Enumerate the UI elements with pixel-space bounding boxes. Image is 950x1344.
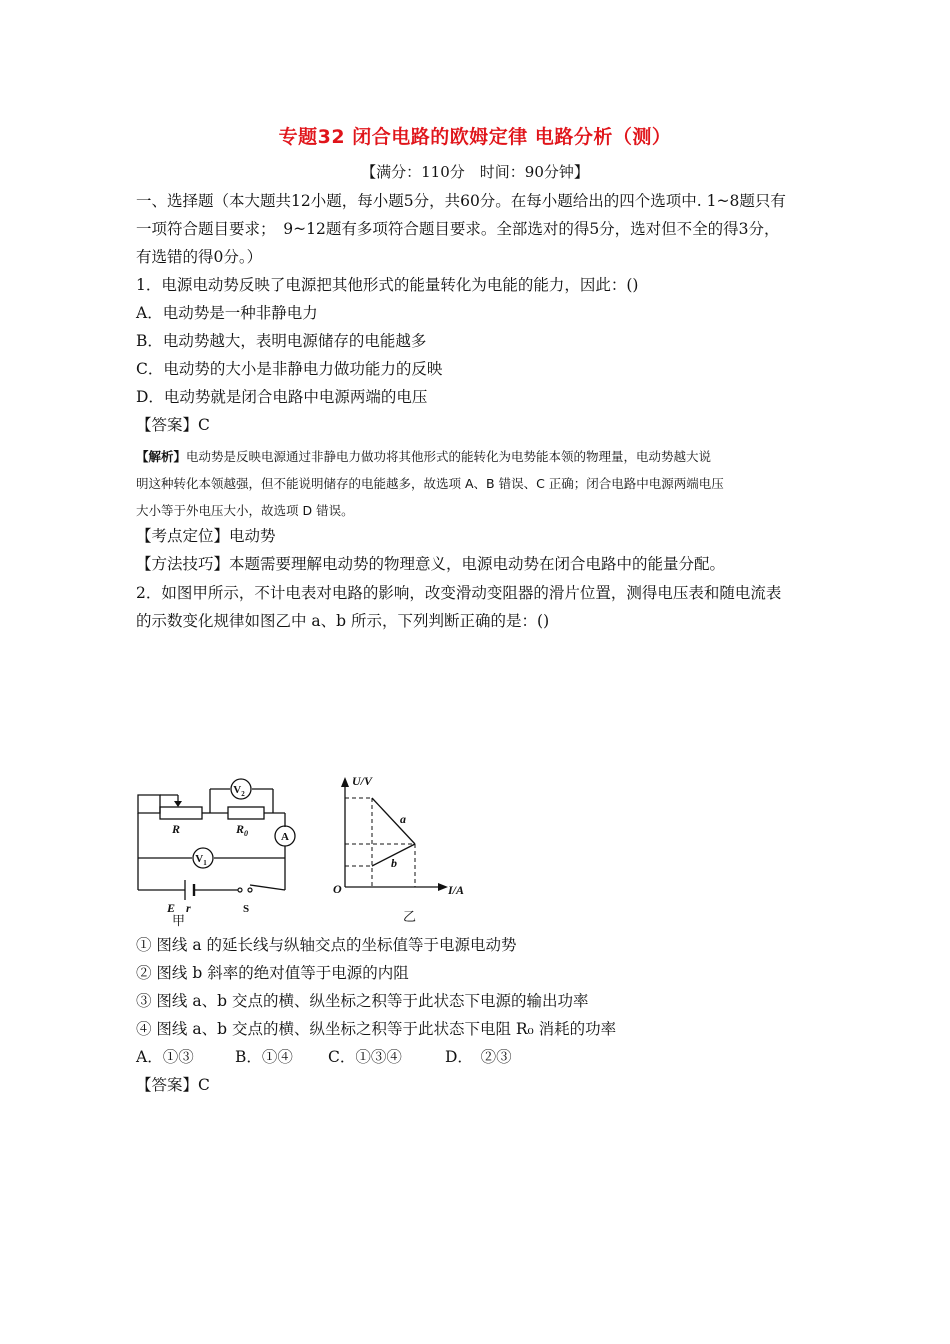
label-E: E	[167, 901, 176, 915]
label-V1: $V_1$	[195, 853, 207, 867]
section-intro-line-3: 有选错的得0分。）	[136, 248, 263, 266]
q1-option-a: A．电动势是一种非静电力	[136, 304, 318, 322]
line-a-label: a	[400, 812, 406, 826]
q2-statement-3: ③ 图线 a、b 交点的横、纵坐标之积等于此状态下电源的输出功率	[136, 992, 589, 1010]
q2-option-a: A．①③	[136, 1048, 194, 1066]
q1-analysis-line-3: 大小等于外电压大小，故选项 D 错误。	[136, 503, 354, 518]
caption-yi: 乙	[403, 909, 417, 924]
caption-jia: 甲	[172, 913, 186, 928]
q1-analysis-line-1	[136, 447, 711, 465]
graph-yi	[330, 775, 480, 925]
analysis-label: 【解析】	[136, 449, 187, 464]
exam-meta: 【满分：110分 时间：90分钟】	[361, 163, 589, 181]
label-V2: $V_2$	[233, 784, 245, 798]
q1-method: 【方法技巧】本题需要理解电动势的物理意义，电源电动势在闭合电路中的能量分配。	[136, 555, 726, 573]
page-title: 专题32 闭合电路的欧姆定律 电路分析（测）	[278, 126, 672, 148]
q2-statement-1: ① 图线 a 的延长线与纵轴交点的坐标值等于电源电动势	[136, 936, 517, 954]
q2-answer: 【答案】C	[136, 1076, 210, 1094]
q1-point: 【考点定位】电动势	[136, 527, 276, 545]
label-R: R	[172, 822, 181, 836]
q2-stem-line-1: 2．如图甲所示，不计电表对电路的影响，改变滑动变阻器的滑片位置，测得电压表和随电流表	[136, 584, 782, 602]
q1-option-c: C．电动势的大小是非静电力做功能力的反映	[136, 360, 443, 378]
q2-stem-line-2: 的示数变化规律如图乙中 a、b 所示，下列判断正确的是：()	[136, 612, 550, 630]
q2-statement-4: ④ 图线 a、b 交点的横、纵坐标之积等于此状态下电阻 R₀ 消耗的功率	[136, 1020, 617, 1038]
q2-statement-2: ② 图线 b 斜率的绝对值等于电源的内阻	[136, 964, 409, 982]
label-S: S	[242, 903, 250, 915]
q1-stem: 1．电源电动势反映了电源把其他形式的能量转化为电能的能力，因此：()	[136, 276, 639, 294]
q2-option-d: D． ②③	[445, 1048, 512, 1066]
section-intro-line-1: 一、选择题（本大题共12小题，每小题5分，共60分。在每小题给出的四个选项中. 1~8题只有	[136, 192, 786, 210]
circuit-diagram-jia	[130, 775, 305, 930]
q1-answer: 【答案】C	[136, 416, 210, 434]
label-r: r	[186, 901, 191, 915]
q2-option-b: B．①④	[235, 1048, 293, 1066]
origin-label: O	[333, 882, 342, 896]
q1-option-b: B．电动势越大，表明电源储存的电能越多	[136, 332, 427, 350]
x-axis-label: I/A	[448, 883, 465, 897]
label-R0: $R_0$	[236, 822, 249, 838]
q2-option-c: C．①③④	[328, 1048, 402, 1066]
analysis-text-1: 电动势是反映电源通过非静电力做功将其他形式的能转化为电势能本领的物理量，电动势越大说	[186, 449, 712, 464]
y-axis-label: U/V	[352, 775, 373, 788]
section-intro-line-2: 一项符合题目要求； 9~12题有多项符合题目要求。全部选对的得5分，选对但不全的得3分，	[136, 220, 780, 238]
q1-analysis-line-2: 明这种转化本领越强，但不能说明储存的电能越多，故选项 A、B 错误、C 正确；闭合电路中电源两端电压	[136, 476, 724, 491]
line-b-label: b	[391, 856, 397, 870]
q1-option-d: D．电动势就是闭合电路中电源两端的电压	[136, 388, 428, 406]
label-A: A	[281, 831, 289, 843]
